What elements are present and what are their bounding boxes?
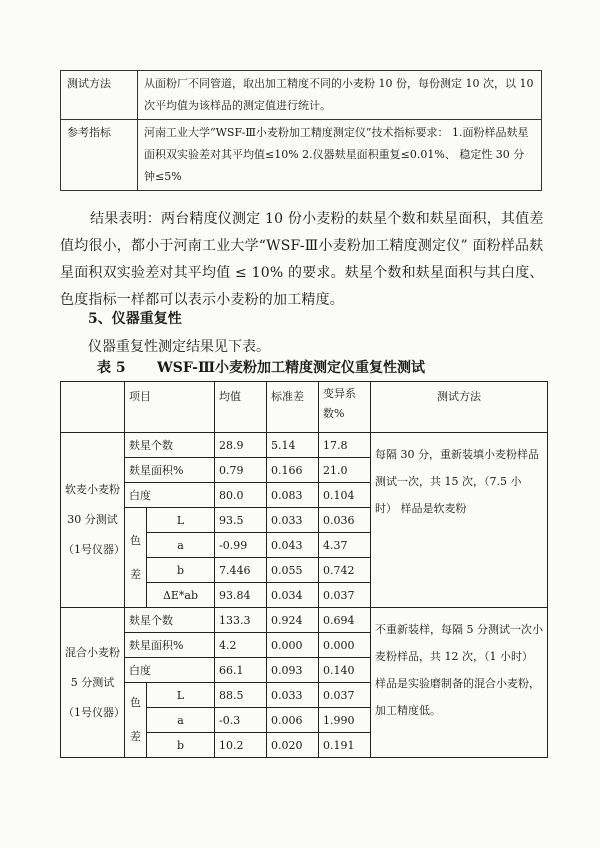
row-mean: 88.5 (215, 683, 267, 708)
row-mean: 4.2 (215, 633, 267, 658)
row-cv: 4.37 (319, 533, 371, 558)
row-sd: 0.034 (267, 583, 319, 608)
row-item: 麸星面积% (125, 633, 215, 658)
row-mean: -0.99 (215, 533, 267, 558)
section-heading: 5、仪器重复性 (88, 311, 182, 327)
row-item: 白度 (125, 658, 215, 683)
row-sd: 0.033 (267, 508, 319, 533)
color-diff-label: 色差 (125, 508, 147, 608)
row-cv: 17.8 (319, 433, 371, 458)
reference-label: 参考指标 (61, 120, 138, 191)
table-caption (97, 357, 425, 377)
row-sd: 0.006 (267, 708, 319, 733)
row-mean: 93.84 (215, 583, 267, 608)
row-item: 麸星面积% (125, 458, 215, 483)
group-label: 混合小麦粉 5 分测试 （1号仪器） (61, 608, 125, 758)
method-text: 从面粉厂不同管道，取出加工精度不同的小麦粉 10 份，每份测定 10 次，以 10 次平均值为该样品的测定值进行统计。 (138, 71, 542, 120)
row-sd: 0.083 (267, 483, 319, 508)
row-cv: 0.191 (319, 733, 371, 758)
row-sd: 0.166 (267, 458, 319, 483)
table-row (61, 608, 548, 633)
row-sd: 0.043 (267, 533, 319, 558)
row-sd: 0.093 (267, 658, 319, 683)
row-mean: 93.5 (215, 508, 267, 533)
row-item: 麸星个数 (125, 433, 215, 458)
header-method: 测试方法 (371, 382, 548, 433)
method-label: 测试方法 (61, 71, 138, 120)
method-table (60, 70, 542, 191)
row-sd: 5.14 (267, 433, 319, 458)
row-mean: 10.2 (215, 733, 267, 758)
method-cell: 不重新装样，每隔 5 分测试一次小麦粉样品，共 12 次，（1 小时） 样品是实验磨制备的混合小麦粉，加工精度低。 (371, 608, 548, 758)
header-cv: 变异系数% (319, 382, 371, 433)
row-item: ΔE*ab (147, 583, 215, 608)
row-item: b (147, 733, 215, 758)
row-mean: 28.9 (215, 433, 267, 458)
table-row (61, 433, 548, 458)
table-title: WSF-Ⅲ小麦粉加工精度测定仪重复性测试 (157, 360, 426, 376)
row-item: L (147, 508, 215, 533)
header-sd: 标准差 (267, 382, 319, 433)
row-cv: 0.742 (319, 558, 371, 583)
results-paragraph: 结果表明：两台精度仪测定 10 份小麦粉的麸星个数和麸星面积，其值差值均很小，都小于河南工业大学“WSF-Ⅲ小麦粉加工精度测定仪” 面粉样品麸星面积双实验差对其平均值 ≤ 10% 的要求。麸星个数和麸星面积与其白度、色度指标一样都可以表示小麦粉的加工精度。 (60, 211, 544, 308)
row-mean: 0.79 (215, 458, 267, 483)
row-item: 麸星个数 (125, 608, 215, 633)
row-cv: 0.694 (319, 608, 371, 633)
row-cv: 0.037 (319, 583, 371, 608)
row-item: a (147, 708, 215, 733)
row-mean: 7.446 (215, 558, 267, 583)
row-sd: 0.000 (267, 633, 319, 658)
header-item: 项目 (125, 382, 215, 433)
row-cv: 21.0 (319, 458, 371, 483)
row-mean: 80.0 (215, 483, 267, 508)
group-label: 软麦小麦粉 30 分测试 （1号仪器） (61, 433, 125, 608)
row-cv: 0.000 (319, 633, 371, 658)
row-cv: 0.037 (319, 683, 371, 708)
row-sd: 0.924 (267, 608, 319, 633)
table-number: 表 5 (97, 360, 126, 376)
row-cv: 0.104 (319, 483, 371, 508)
color-diff-label: 色差 (125, 683, 147, 758)
row-mean: 133.3 (215, 608, 267, 633)
method-cell: 每隔 30 分，重新装填小麦粉样品测试一次，共 15 次，（7.5 小时） 样品是软麦粉 (371, 433, 548, 608)
row-cv: 0.036 (319, 508, 371, 533)
header-mean: 均值 (215, 382, 267, 433)
row-item: a (147, 533, 215, 558)
row-item: 白度 (125, 483, 215, 508)
intro-sentence: 仪器重复性测定结果见下表。 (88, 339, 270, 355)
table-row (61, 120, 542, 191)
row-mean: -0.3 (215, 708, 267, 733)
row-item: L (147, 683, 215, 708)
repeatability-table (60, 381, 548, 758)
row-sd: 0.055 (267, 558, 319, 583)
table-row (61, 71, 542, 120)
row-item: b (147, 558, 215, 583)
row-cv: 0.140 (319, 658, 371, 683)
table-header-row (61, 382, 548, 433)
row-cv: 1.990 (319, 708, 371, 733)
row-mean: 66.1 (215, 658, 267, 683)
reference-text: 河南工业大学“WSF-Ⅲ小麦粉加工精度测定仪”技术指标要求： 1.面粉样品麸星面积双实验差对其平均值≤10% 2.仪器麸星面积重复≤0.01%、 稳定性 30 分钟≤5% (138, 120, 542, 191)
row-sd: 0.020 (267, 733, 319, 758)
row-sd: 0.033 (267, 683, 319, 708)
